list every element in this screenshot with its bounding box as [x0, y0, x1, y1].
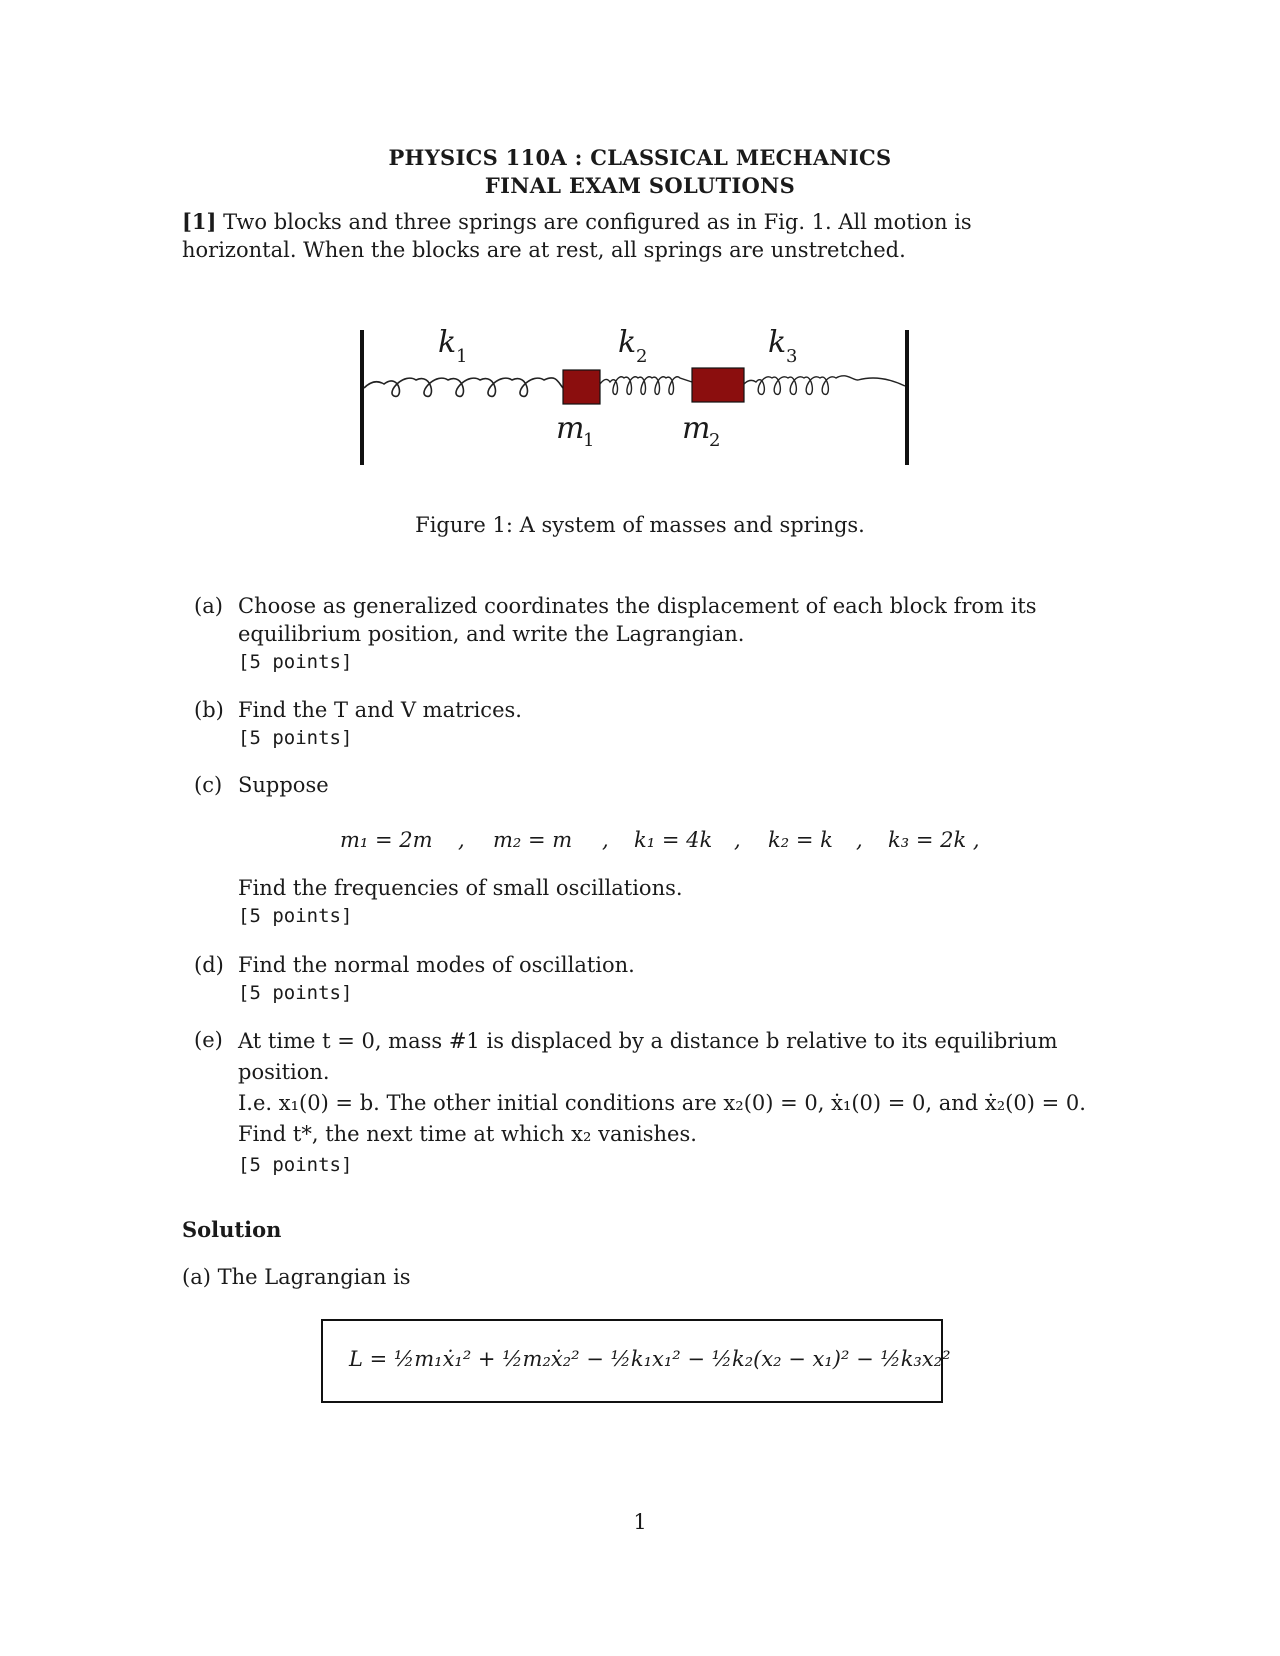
figure-caption: Figure 1: A system of masses and springs. — [415, 513, 865, 537]
given-m1: m₁ = 2m — [340, 828, 433, 852]
part-b-text: Find the T and V matrices. — [238, 698, 522, 722]
label-m1-sub: 1 — [583, 430, 595, 451]
mass-m1-block — [563, 370, 600, 404]
part-e-line2: I.e. x₁(0) = b. The other initial conditions are x₂(0) = 0, ẋ₁(0) = 0, and ẋ₂(0) = 0. — [238, 1091, 1086, 1115]
part-c-label: (c) — [194, 773, 223, 797]
given-k2: k₂ = k — [768, 828, 833, 852]
given-sep-1: , — [458, 828, 465, 852]
title-line-1: PHYSICS 110A : CLASSICAL MECHANICS — [388, 145, 892, 170]
spring-k1 — [364, 378, 563, 397]
spring-k2 — [600, 377, 692, 395]
label-m2-sub: 2 — [709, 430, 721, 451]
page-number: 1 — [633, 1510, 647, 1534]
part-d-text: Find the normal modes of oscillation. — [238, 953, 635, 977]
problem-number: [1] — [182, 209, 217, 234]
label-k3: k — [768, 325, 787, 360]
label-m1: m — [556, 411, 585, 446]
part-b-points: [5 points] — [238, 727, 353, 749]
part-e-label: (e) — [194, 1028, 223, 1052]
left-wall — [360, 330, 364, 465]
label-k2-sub: 2 — [636, 346, 648, 367]
given-k1: k₁ = 4k — [634, 828, 713, 852]
spring-k3 — [744, 376, 905, 395]
right-wall — [905, 330, 909, 465]
label-k1-sub: 1 — [456, 346, 468, 367]
problem-intro-text: Two blocks and three springs are configured as in Fig. 1. All motion is horizontal. When the blocks are at rest, all springs are unstretched. — [182, 210, 972, 262]
given-sep-3: , — [734, 828, 741, 852]
label-k3-sub: 3 — [786, 346, 798, 367]
part-c-text: Suppose — [238, 773, 329, 797]
label-k2: k — [618, 325, 637, 360]
spring-mass-figure — [360, 320, 920, 480]
given-k3: k₃ = 2k , — [888, 828, 980, 852]
part-a-points: [5 points] — [238, 651, 353, 673]
part-e-line1: At time t = 0, mass #1 is displaced by a distance b relative to its equilibrium position. — [238, 1029, 1058, 1084]
lagrangian-equation: L = ½m₁ẋ₁² + ½m₂ẋ₂² − ½k₁x₁² − ½k₂(x₂ − x₁)² − ½k₃x₂² — [349, 1347, 951, 1371]
given-sep-4: , — [856, 828, 863, 852]
part-e-line3: Find t*, the next time at which x₂ vanishes. — [238, 1122, 697, 1146]
part-c-points: [5 points] — [238, 905, 353, 927]
part-d-label: (d) — [194, 953, 224, 977]
solution-a-intro: (a) The Lagrangian is — [182, 1265, 411, 1289]
given-m2: m₂ = m — [493, 828, 573, 852]
label-m2: m — [682, 411, 711, 446]
given-sep-2: , — [602, 828, 609, 852]
problem-intro — [182, 208, 1092, 264]
part-e-points: [5 points] — [238, 1154, 353, 1176]
title-line-2: FINAL EXAM SOLUTIONS — [484, 173, 796, 198]
part-c-after: Find the frequencies of small oscillations. — [238, 876, 683, 900]
part-a-label: (a) — [194, 594, 223, 618]
part-d-points: [5 points] — [238, 982, 353, 1004]
solution-heading: Solution — [182, 1217, 282, 1242]
mass-m2-block — [692, 368, 744, 402]
label-k1: k — [438, 325, 457, 360]
lagrangian-box — [321, 1319, 951, 1403]
part-a-text: Choose as generalized coordinates the displacement of each block from its equilibrium position, and write the Lagrangian. — [238, 594, 1037, 646]
part-b-label: (b) — [194, 698, 224, 722]
